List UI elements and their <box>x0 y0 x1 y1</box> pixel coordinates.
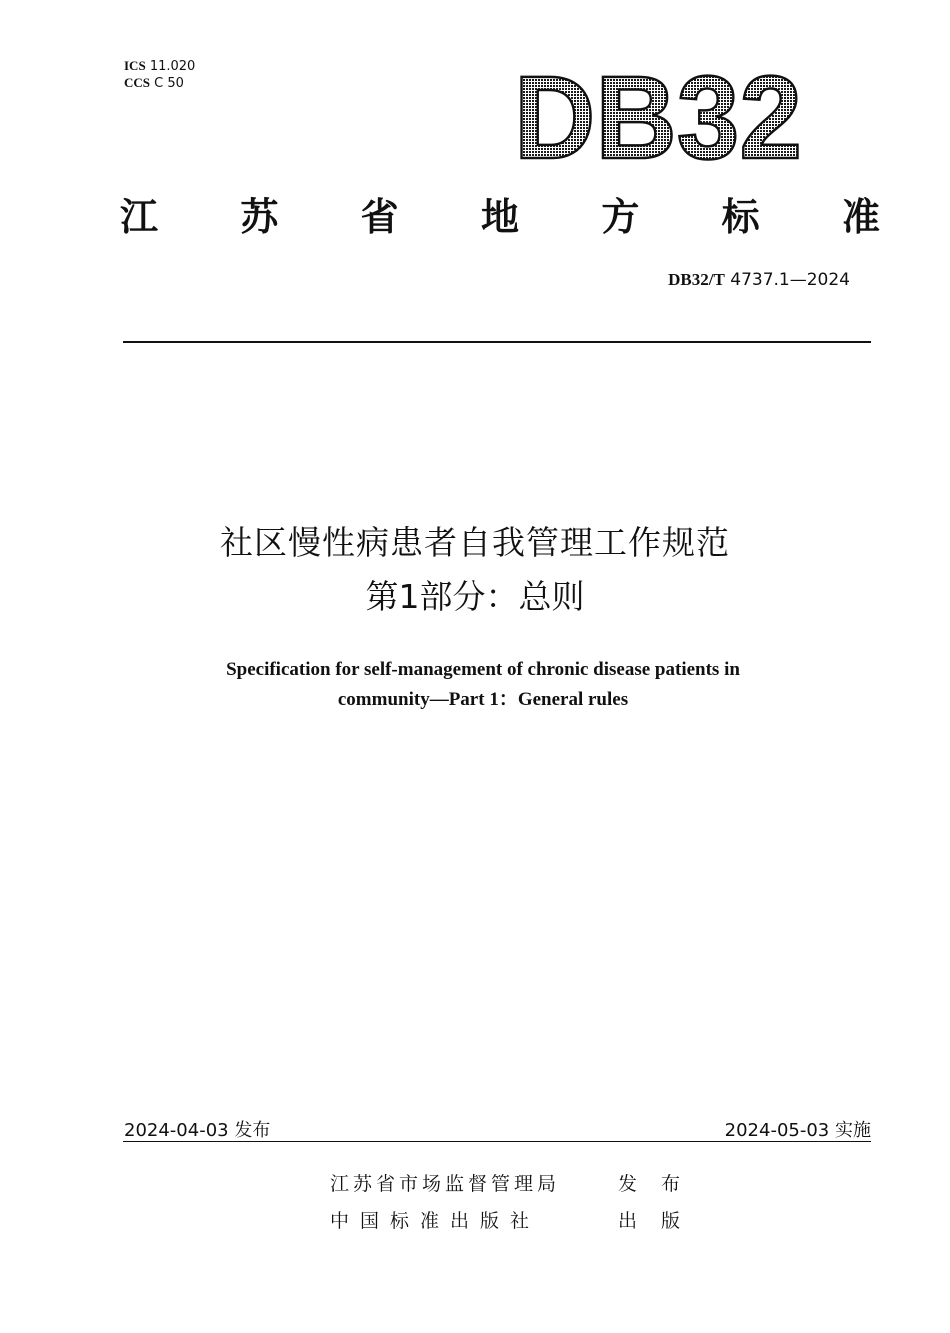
logo-text: DB32 <box>514 52 802 167</box>
classification-codes <box>124 58 195 92</box>
db32-logo <box>508 52 808 167</box>
ics-line <box>124 58 195 75</box>
ccs-label: CCS <box>124 75 151 90</box>
standard-prefix: DB32/T <box>668 270 725 289</box>
province-title-char: 准 <box>841 194 880 239</box>
ccs-code: C 50 <box>154 76 184 91</box>
standard-code: 4737.1—2024 <box>730 270 850 290</box>
province-title-char: 苏 <box>240 194 279 239</box>
ics-label: ICS <box>124 58 146 73</box>
title-en-line1: Specification for self-management of chronic disease patients in <box>226 659 740 680</box>
standard-number <box>668 270 850 290</box>
press-action: 出版 <box>618 1210 705 1232</box>
implement-date: 2024-05-03 实施 <box>724 1120 871 1141</box>
title-cn-line1: 社区慢性病患者自我管理工作规范 <box>220 523 730 562</box>
ccs-line <box>124 75 195 92</box>
header-divider <box>123 341 871 343</box>
province-title-char: 标 <box>721 194 760 239</box>
province-title-char: 方 <box>601 194 640 239</box>
press-name: 中国标准出版社 <box>330 1210 541 1232</box>
title-en-line2: community—Part 1：General rules <box>337 689 629 710</box>
province-title-char: 省 <box>360 194 399 239</box>
province-standard-title <box>120 186 880 241</box>
footer-divider <box>123 1141 871 1142</box>
issuer-action: 发布 <box>618 1173 705 1195</box>
province-title-char: 江 <box>120 194 159 239</box>
ics-code: 11.020 <box>149 59 196 74</box>
title-cn-line2: 第1部分：总则 <box>365 577 585 616</box>
issuer-name: 江苏省市场监督管理局 <box>330 1173 561 1195</box>
province-title-char: 地 <box>480 194 519 239</box>
issue-date: 2024-04-03 发布 <box>124 1120 271 1141</box>
